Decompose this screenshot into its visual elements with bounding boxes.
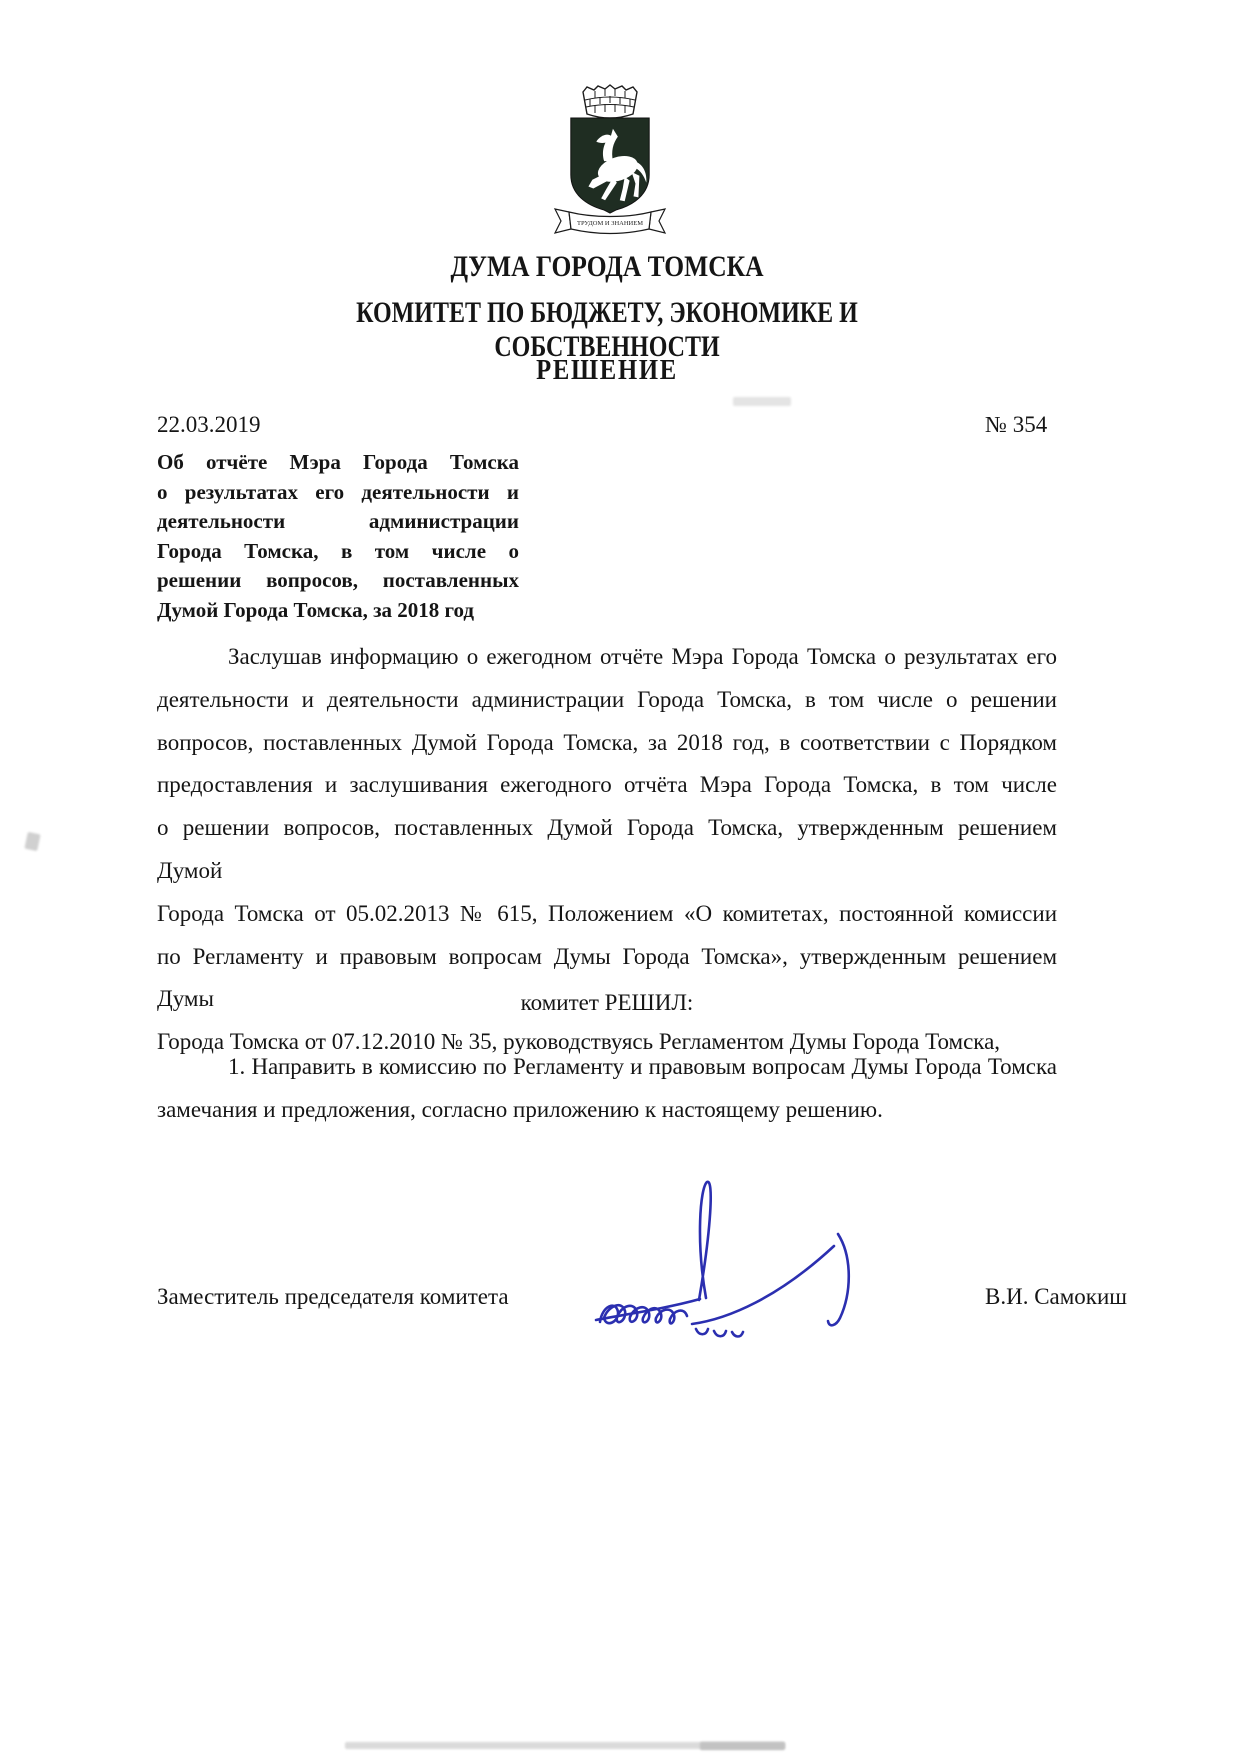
resolution-intro: комитет РЕШИЛ: [520, 990, 694, 1015]
body-line: Города Томска от 07.12.2010 № 35, руководствуясь Регламентом Думы Города Томска, [157, 1029, 1001, 1055]
document-date: 22.03.2019 [157, 412, 261, 437]
body-line: о решении вопросов, поставленных Думой Города Томска, утвержденным решением Думой [157, 815, 1057, 883]
resolution-item-1 [157, 1046, 1057, 1132]
subject-line: о результатах его деятельности и [157, 479, 519, 504]
scan-artifact [733, 397, 791, 406]
motto-ribbon-icon [553, 204, 667, 242]
document-type-title: РЕШЕНИЕ [536, 354, 678, 386]
body-line: по Регламенту и правовым вопросам Думы Города Томска», утвержденным решением Думы [157, 943, 1057, 1012]
body-line: Заслушав информацию о ежегодном отчёте Мэра Города Томска о результатах его [228, 644, 1057, 669]
item-line: 1. Направить в комиссию по Регламенту и правовым вопросам Думы Города Томска [228, 1054, 1057, 1079]
scan-artifact [700, 1742, 785, 1750]
body-line: вопросов, поставленных Думой Города Томска, за 2018 год, в соответствии с Порядком [157, 729, 1057, 755]
motto-text: ТРУДОМ И ЗНАНИЕМ [576, 220, 644, 227]
body-line: Города Томска от 05.02.2013 № 615, Положением «О комитетах, постоянной комиссии [157, 900, 1057, 926]
scan-artifact [24, 832, 40, 851]
subject-line: Думой Города Томска, за 2018 год [157, 597, 475, 622]
subject-line: Города Томска, в том числе о [157, 538, 519, 563]
subject-line: решении вопросов, поставленных [157, 568, 519, 592]
subject-block [157, 448, 519, 625]
committee-name: КОМИТЕТ ПО БЮДЖЕТУ, ЭКОНОМИКЕ И СОБСТВЕННОСТИ [356, 296, 858, 363]
shield-icon [567, 116, 653, 214]
signer-name: В.И. Самокиш [985, 1284, 1127, 1309]
document-number: № 354 [985, 412, 1048, 437]
signer-position-title: Заместитель председателя комитета [157, 1284, 509, 1309]
subject-line: Об отчёте Мэра Города Томска [157, 450, 519, 474]
organization-name: ДУМА ГОРОДА ТОМСКА [450, 250, 764, 283]
body-line: предоставления и заслушивания ежегодного отчёта Мэра Города Томска, в том числе [157, 772, 1057, 798]
item-line: замечания и предложения, согласно приложению к настоящему решению. [157, 1096, 883, 1122]
mural-crown-icon [577, 84, 643, 118]
handwritten-signature [588, 1176, 880, 1340]
subject-line: деятельности администрации [157, 509, 519, 533]
body-line: деятельности и деятельности администрации Города Томска, в том числе о решении [157, 686, 1057, 712]
